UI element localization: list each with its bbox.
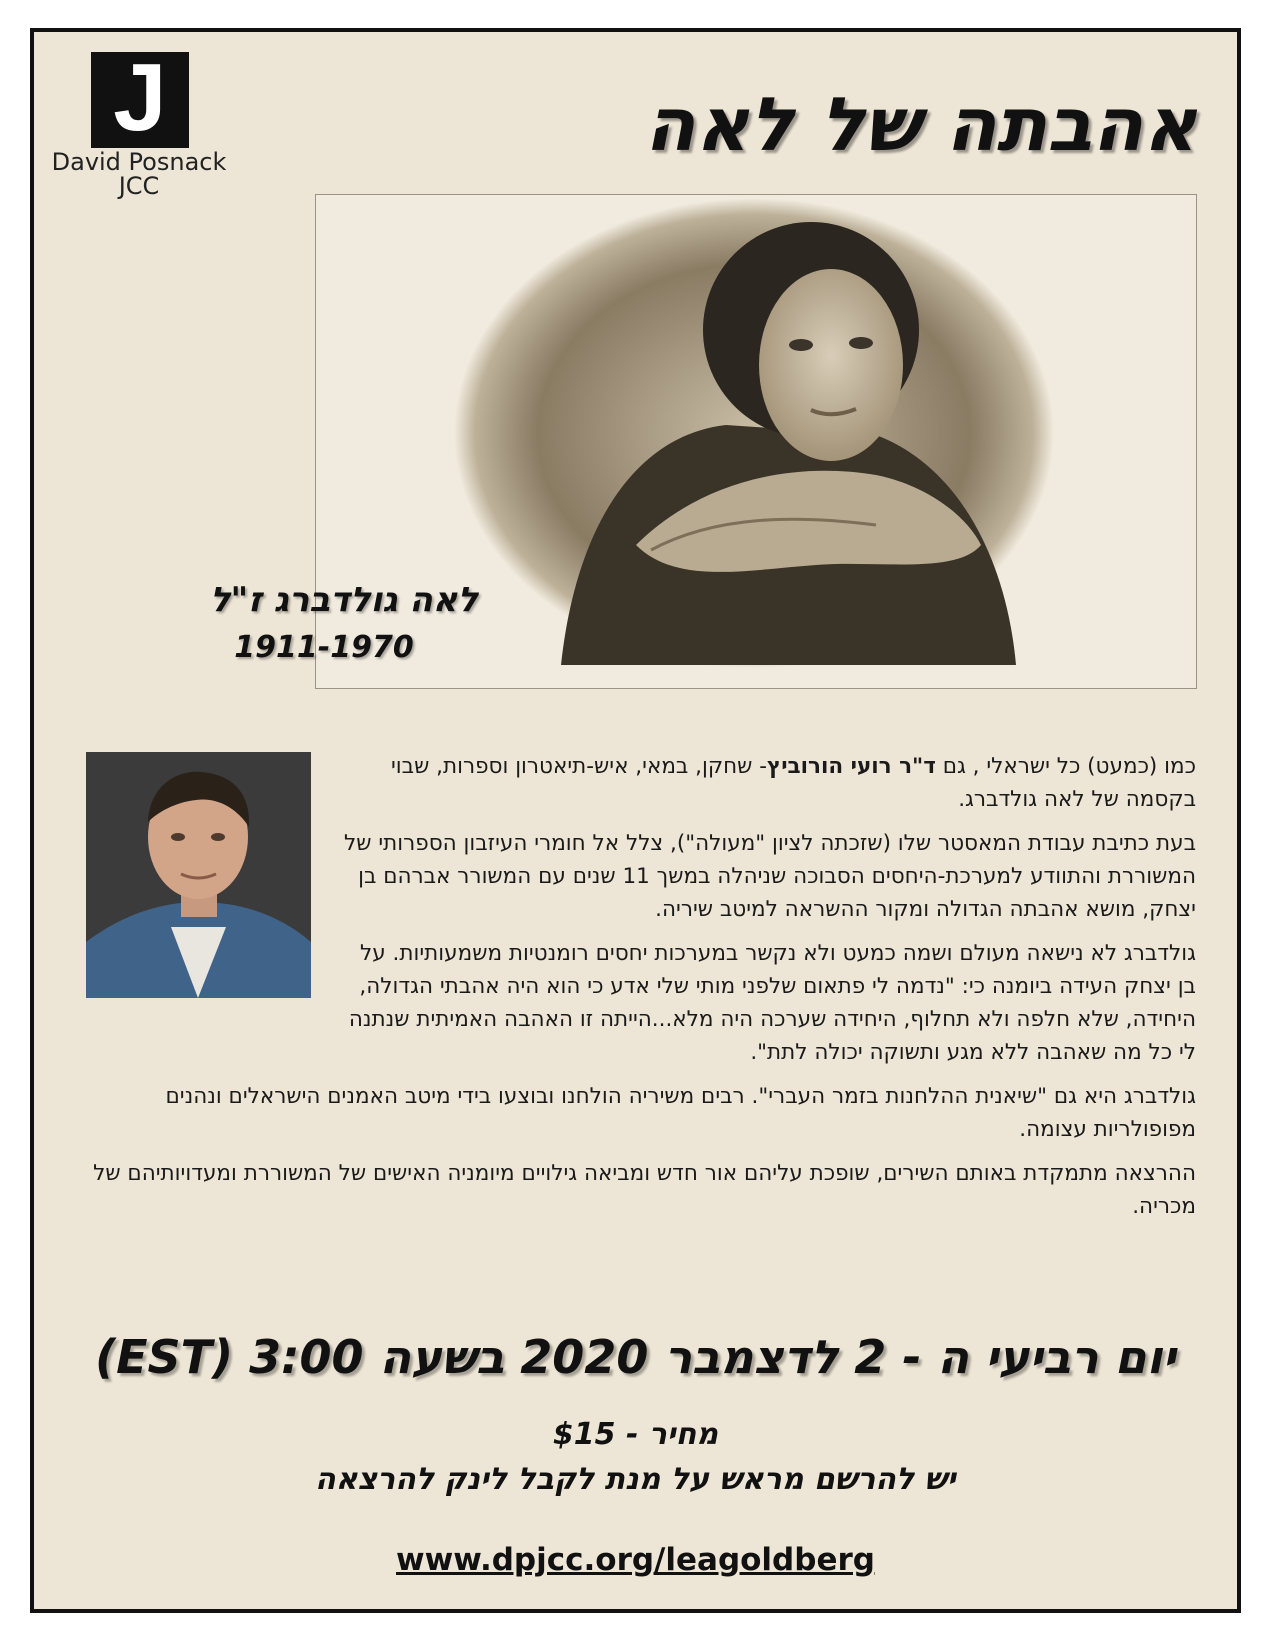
paragraph-3: גולדברג לא נישאה מעולם ושמה כמעט ולא נקשר במערכות יחסים רומנטיות משמעותיות. על בן יצחק העידה ביומנה כי: "נדמה לי פתאום שלפני מותי שלי אדע כי הוא היה אהבתי הגדולה, היחידה, שלא חלפה ולא תחלוף, היחידה שערכה היה מלא...הייתה זו האהבה האמיתית שנתנה לי כל מה שאהבה ללא מגע ותשוקה יכולה לתת". — [348, 941, 1196, 1065]
speaker-name: ד"ר רועי הורוביץ — [767, 754, 936, 779]
page-title: אהבתה של לאה — [644, 82, 1197, 168]
paragraph-1: כמו (כמעט) כל ישראלי , גם ד"ר רועי הורוביץ- שחקן, במאי, איש-תיאטרון וספרות, שבוי בקסמה של לאה גולדברג. — [391, 754, 1196, 812]
logo-name-line1: David Posnack — [51, 148, 227, 176]
logo-name-line2: JCC — [118, 172, 160, 200]
poster — [30, 28, 1241, 1613]
logo-letter: J — [113, 44, 167, 151]
paragraph-2: בעת כתיבת עבודת המאסטר שלו (שזכתה לציון "מעולה"), צלל אל חומרי העיזבון הספרותי של המשוררת והתוודע למערכת-היחסים הסבוכה שניהלה במשך 11 שנים עם המשורר אברהם בן יצחק, מושא אהבתה הגדולה ומקור ההשראה למיטב שיריה. — [344, 831, 1196, 922]
event-price: מחיר - $15 — [552, 1417, 719, 1452]
paragraph-4: גולדברג היא גם "שיאנית ההלחנות בזמר העברי". רבים משיריה הולחנו ובוצעו בידי מיטב האמנים הישראלים ונהנים מפופולריות עצומה. — [165, 1084, 1196, 1142]
logo-mark — [91, 44, 189, 151]
logo-name — [34, 150, 244, 198]
portrait-caption-name: לאה גולדברג ז"ל — [209, 580, 479, 620]
event-date: יום רביעי ה - 2 לדצמבר 2020 בשעה 3:00 (EST) — [95, 1330, 1176, 1384]
register-note: יש להרשם מראש על מנת לקבל לינק להרצאה — [315, 1462, 956, 1497]
portrait-caption-years: 1911-1970 — [234, 630, 414, 665]
registration-link[interactable]: www.dpjcc.org/leagoldberg — [396, 1542, 875, 1578]
paragraph-5: ההרצאה מתמקדת באותם השירים, שופכת עליהם אור חדש ומביאה גילויים מיומניה האישים של המשוררת ומעדויותיהם של מכריה. — [93, 1161, 1196, 1219]
body-text — [86, 750, 1196, 1234]
